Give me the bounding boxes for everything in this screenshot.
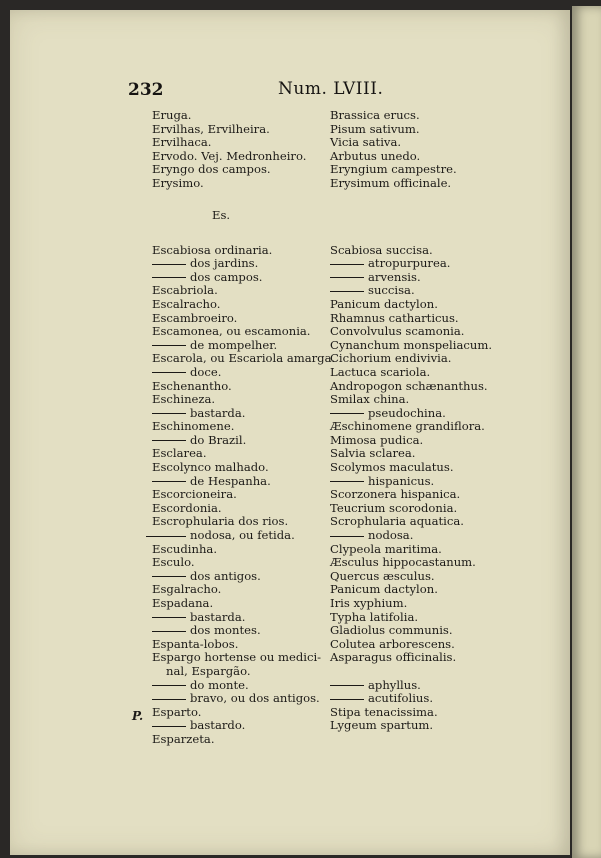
- list-item: [330, 488, 530, 502]
- page-number: 232: [128, 80, 164, 100]
- entry-text: Escrophularia dos rios.: [152, 514, 289, 529]
- left-main-list: [152, 242, 336, 747]
- list-item: [330, 624, 530, 638]
- list-item: [152, 271, 327, 285]
- entry-text: dos antigos.: [190, 568, 261, 583]
- list-item: Erysimum officinale.: [330, 175, 452, 190]
- list-item: [152, 257, 327, 271]
- list-item: Ervilhaca.: [152, 135, 212, 150]
- entry-text: Quercus æsculus.: [330, 568, 435, 583]
- list-item: [330, 271, 530, 285]
- list-item: [330, 380, 530, 394]
- entry-text: Salvia sclarea.: [330, 446, 416, 461]
- list-item: [330, 366, 530, 380]
- list-item: [330, 352, 530, 366]
- list-item: [330, 706, 530, 720]
- list-item: Ervilhas, Ervilheira.: [152, 121, 270, 136]
- list-item: [152, 393, 327, 407]
- right-main-list: [330, 244, 530, 733]
- entry-text: Esgalracho.: [152, 582, 222, 597]
- ditto-dash: [152, 372, 186, 373]
- ditto-dash: [152, 699, 186, 700]
- ditto-dash: [146, 536, 186, 537]
- list-item: [330, 434, 530, 448]
- list-item: [330, 597, 530, 611]
- entry-text: Escambroeiro.: [152, 310, 238, 325]
- blank-line: [330, 665, 530, 679]
- list-item: [152, 244, 327, 258]
- list-item: [152, 556, 327, 570]
- entry-text: Scrophularia aquatica.: [330, 514, 464, 529]
- list-item: [330, 244, 530, 258]
- list-item: [330, 407, 530, 421]
- entry-text: pseudochina.: [368, 405, 446, 420]
- entry-text: Æsculus hippocastanum.: [330, 555, 476, 570]
- entry-text: do Brazil.: [190, 432, 247, 447]
- entry-text: Gladiolus communis.: [330, 623, 453, 638]
- ditto-dash: [330, 277, 364, 278]
- list-item: [152, 380, 327, 394]
- list-item: [152, 692, 327, 706]
- entry-text: Panicum dactylon.: [330, 582, 438, 597]
- list-item: [330, 502, 530, 516]
- list-item: [152, 611, 327, 625]
- list-item: [152, 488, 327, 502]
- entry-text: Esparzeta.: [152, 731, 215, 746]
- entry-text: bastardo.: [190, 718, 246, 733]
- entry-text: Smilax china.: [330, 392, 410, 407]
- list-item: Ervodo. Vej. Medronheiro.: [152, 148, 307, 163]
- ditto-dash: [152, 413, 186, 414]
- list-item: [152, 284, 327, 298]
- entry-text: Escorcioneira.: [152, 487, 237, 502]
- entry-text: doce.: [190, 364, 222, 379]
- list-item: [152, 325, 327, 339]
- entry-text: nodosa.: [368, 528, 414, 543]
- entry-text: Typha latifolia.: [330, 609, 419, 624]
- entry-text: Lactuca scariola.: [330, 364, 431, 379]
- entry-text: Eschenantho.: [152, 378, 232, 393]
- list-item: [330, 257, 530, 271]
- list-item: [330, 638, 530, 652]
- entry-text: Scorzonera hispanica.: [330, 487, 461, 502]
- ditto-dash: [152, 277, 186, 278]
- entry-text: Lygeum spartum.: [330, 718, 434, 733]
- ditto-dash: [152, 481, 186, 482]
- list-item: [330, 692, 530, 706]
- list-item: [330, 393, 530, 407]
- entry-text: Eschineza.: [152, 392, 216, 407]
- list-item: [152, 312, 327, 326]
- left-top-list: [152, 109, 327, 191]
- list-item: Pisum sativum.: [330, 121, 420, 136]
- entry-text: bastarda.: [190, 405, 246, 420]
- list-item: [152, 583, 327, 597]
- list-item: [152, 475, 327, 489]
- list-item: Arbutus unedo.: [330, 148, 421, 163]
- ditto-dash: [152, 576, 186, 577]
- entry-text: acutifolius.: [368, 691, 434, 706]
- margin-mark: P.: [132, 709, 144, 723]
- list-item: [146, 529, 327, 543]
- list-item: [152, 298, 327, 312]
- entry-text: Teucrium scorodonia.: [330, 500, 458, 515]
- running-head: Num. LVIII.: [278, 79, 384, 99]
- list-item: [152, 679, 327, 693]
- entry-text: nal, Espargão.: [166, 663, 251, 678]
- list-item: [330, 719, 530, 733]
- entry-text: hispanicus.: [368, 473, 435, 488]
- list-item: [330, 284, 530, 298]
- entry-text: Scolymos maculatus.: [330, 460, 454, 475]
- list-item: [330, 339, 530, 353]
- ditto-dash: [152, 617, 186, 618]
- entry-text: Cynanchum monspeliacum.: [330, 337, 493, 352]
- list-item: Erysimo.: [152, 175, 204, 190]
- list-item: [152, 665, 327, 679]
- list-item: [330, 420, 530, 434]
- entry-text: arvensis.: [368, 269, 421, 284]
- list-item: [330, 679, 530, 693]
- latin-names-column: [330, 109, 530, 733]
- entry-text: succisa.: [368, 283, 415, 298]
- list-item: [152, 502, 327, 516]
- list-item: [330, 298, 530, 312]
- entry-text: de Hespanha.: [190, 473, 271, 488]
- entry-text: Escolynco malhado.: [152, 460, 269, 475]
- entry-text: Clypeola maritima.: [330, 541, 442, 556]
- ditto-dash: [152, 345, 186, 346]
- entry-text: Colutea arborescens.: [330, 636, 455, 651]
- list-item: [330, 475, 530, 489]
- entry-text: Escarola, ou Escariola amarga.: [152, 351, 336, 366]
- list-item: [330, 556, 530, 570]
- ditto-dash: [330, 685, 364, 686]
- ditto-dash: [330, 699, 364, 700]
- entry-text: aphyllus.: [368, 677, 421, 692]
- entry-text: nodosa, ou fetida.: [190, 528, 295, 543]
- list-item: [330, 461, 530, 475]
- entry-text: Espadana.: [152, 596, 214, 610]
- entry-text: Cichorium endivivia.: [330, 351, 452, 366]
- entry-text: atropurpurea.: [368, 256, 451, 271]
- entry-text: Escudinha.: [152, 541, 218, 556]
- entry-text: dos jardins.: [190, 256, 259, 271]
- entry-text: de mompelher.: [190, 337, 278, 352]
- right-top-list: [330, 109, 530, 191]
- entry-text: Stipa tenacissima.: [330, 704, 438, 719]
- list-item: [152, 597, 327, 611]
- entry-text: dos campos.: [190, 269, 263, 284]
- entry-text: Espanta-lobos.: [152, 636, 239, 651]
- list-item: Vicia sativa.: [330, 135, 402, 150]
- list-item: [152, 570, 327, 584]
- entry-text: Iris xyphium.: [330, 596, 408, 610]
- list-item: [152, 351, 336, 366]
- list-item: [330, 447, 530, 461]
- entry-text: Panicum dactylon.: [330, 296, 438, 311]
- list-item: [330, 611, 530, 625]
- list-item: [152, 461, 327, 475]
- list-item: [152, 447, 327, 461]
- entry-text: Escamonea, ou escamonia.: [152, 324, 311, 339]
- list-item: [330, 583, 530, 597]
- list-item: Brassica erucs.: [330, 108, 420, 122]
- ditto-dash: [152, 685, 186, 686]
- entry-text: Rhamnus catharticus.: [330, 310, 459, 325]
- entry-text: Escordonia.: [152, 500, 222, 515]
- entry-text: Convolvulus scamonia.: [330, 324, 465, 339]
- entry-text: Æschinomene grandiflora.: [330, 419, 485, 434]
- entry-text: Esparto.: [152, 704, 202, 719]
- list-item: [152, 366, 327, 380]
- entry-text: dos montes.: [190, 623, 261, 638]
- entry-text: bravo, ou dos antigos.: [190, 691, 320, 706]
- list-item: [152, 420, 327, 434]
- entry-text: Escabriola.: [152, 283, 218, 298]
- entry-text: Asparagus officinalis.: [330, 650, 457, 665]
- list-item: [152, 706, 327, 720]
- ditto-dash: [152, 631, 186, 632]
- list-item: [330, 570, 530, 584]
- entry-text: Eschinomene.: [152, 419, 235, 434]
- list-item: Eryngium campestre.: [330, 162, 457, 177]
- list-item: [152, 638, 327, 652]
- list-item: [152, 719, 327, 733]
- list-item: [152, 543, 327, 557]
- list-item: Eruga.: [152, 108, 192, 122]
- list-item: [152, 733, 327, 747]
- entry-text: do monte.: [190, 677, 249, 692]
- entry-text: Mimosa pudica.: [330, 432, 424, 447]
- list-item: [152, 515, 327, 529]
- list-item: [330, 515, 530, 529]
- ditto-dash: [152, 726, 186, 727]
- ditto-dash: [152, 264, 186, 265]
- ditto-dash: [330, 413, 364, 414]
- portuguese-names-column: [152, 108, 336, 747]
- list-item: [152, 651, 327, 665]
- ditto-dash: [330, 481, 364, 482]
- ditto-dash: [330, 264, 364, 265]
- section-heading: Es.: [212, 207, 231, 222]
- entry-text: Scabiosa succisa.: [330, 242, 433, 257]
- entry-text: Escabiosa ordinaria.: [152, 242, 273, 257]
- list-item: [152, 624, 327, 638]
- ditto-dash: [330, 536, 364, 537]
- entry-text: bastarda.: [190, 609, 246, 624]
- entry-text: Esculo.: [152, 555, 195, 570]
- list-item: [330, 325, 530, 339]
- entry-text: Esclarea.: [152, 446, 207, 461]
- entry-text: Escalracho.: [152, 296, 221, 311]
- list-item: [330, 312, 530, 326]
- list-item: [330, 529, 530, 543]
- ditto-dash: [330, 291, 364, 292]
- list-item: [152, 407, 327, 421]
- list-item: [330, 543, 530, 557]
- list-item: [152, 339, 327, 353]
- entry-text: Espargo hortense ou medici-: [152, 650, 322, 665]
- ditto-dash: [152, 440, 186, 441]
- entry-text: Andropogon schænanthus.: [330, 378, 488, 393]
- list-item: [152, 434, 327, 448]
- list-item: Eryngo dos campos.: [152, 162, 271, 177]
- facing-page-edge: [572, 6, 601, 858]
- list-item: [330, 651, 530, 665]
